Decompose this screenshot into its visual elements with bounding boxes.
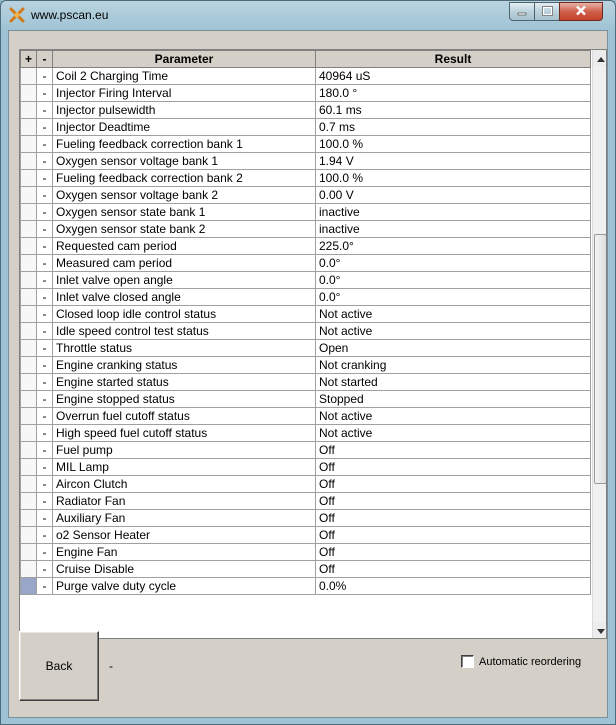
table-row[interactable] bbox=[21, 255, 591, 272]
parameter-cell[interactable]: Radiator Fan bbox=[53, 493, 316, 510]
result-cell: inactive bbox=[316, 221, 591, 238]
table-row[interactable] bbox=[21, 102, 591, 119]
parameter-cell[interactable]: Oxygen sensor state bank 2 bbox=[53, 221, 316, 238]
row-selector[interactable] bbox=[21, 357, 37, 374]
parameter-cell[interactable]: Oxygen sensor voltage bank 2 bbox=[53, 187, 316, 204]
scroll-down-button[interactable] bbox=[593, 622, 607, 638]
table-body bbox=[21, 68, 591, 595]
row-toggle[interactable]: - bbox=[37, 442, 53, 459]
table-row[interactable] bbox=[21, 238, 591, 255]
row-toggle[interactable]: - bbox=[37, 340, 53, 357]
row-selector[interactable] bbox=[21, 374, 37, 391]
row-selector[interactable] bbox=[21, 544, 37, 561]
pscan-app-icon bbox=[9, 7, 25, 23]
row-toggle[interactable]: - bbox=[37, 425, 53, 442]
row-selector[interactable] bbox=[21, 119, 37, 136]
row-toggle[interactable]: - bbox=[37, 153, 53, 170]
result-cell: Off bbox=[316, 561, 591, 578]
row-selector[interactable] bbox=[21, 85, 37, 102]
table-row[interactable] bbox=[21, 561, 591, 578]
parameter-cell[interactable]: Oxygen sensor state bank 1 bbox=[53, 204, 316, 221]
row-toggle[interactable]: - bbox=[37, 102, 53, 119]
table-row[interactable] bbox=[21, 459, 591, 476]
table-row[interactable] bbox=[21, 493, 591, 510]
parameter-cell[interactable]: Fueling feedback correction bank 2 bbox=[53, 170, 316, 187]
row-toggle[interactable]: - bbox=[37, 238, 53, 255]
row-selector[interactable] bbox=[21, 476, 37, 493]
row-selector[interactable] bbox=[21, 340, 37, 357]
row-selector[interactable] bbox=[21, 204, 37, 221]
table-row[interactable] bbox=[21, 442, 591, 459]
row-toggle[interactable]: - bbox=[37, 289, 53, 306]
row-toggle[interactable]: - bbox=[37, 170, 53, 187]
parameter-cell[interactable]: Engine Fan bbox=[53, 544, 316, 561]
row-toggle[interactable]: - bbox=[37, 255, 53, 272]
row-selector[interactable] bbox=[21, 170, 37, 187]
result-cell: 40964 uS bbox=[316, 68, 591, 85]
result-cell: Off bbox=[316, 544, 591, 561]
row-toggle[interactable]: - bbox=[37, 408, 53, 425]
row-toggle[interactable]: - bbox=[37, 459, 53, 476]
result-cell: Not active bbox=[316, 323, 591, 340]
collapse-all-header[interactable]: - bbox=[37, 51, 53, 68]
parameter-cell[interactable]: Injector Firing Interval bbox=[53, 85, 316, 102]
auto-reorder-label: Automatic reordering bbox=[479, 655, 582, 668]
result-cell: 180.0 ° bbox=[316, 85, 591, 102]
row-toggle[interactable]: - bbox=[37, 119, 53, 136]
row-selector[interactable] bbox=[21, 289, 37, 306]
auto-reorder-checkbox[interactable] bbox=[461, 655, 474, 668]
parameter-cell[interactable]: o2 Sensor Heater bbox=[53, 527, 316, 544]
row-selector[interactable] bbox=[21, 272, 37, 289]
row-toggle[interactable]: - bbox=[37, 374, 53, 391]
table-row[interactable] bbox=[21, 68, 591, 85]
result-cell: Off bbox=[316, 527, 591, 544]
result-cell: Open bbox=[316, 340, 591, 357]
table-row[interactable] bbox=[21, 289, 591, 306]
result-cell: 0.0° bbox=[316, 289, 591, 306]
maximize-button[interactable] bbox=[534, 2, 560, 21]
result-cell: 0.0° bbox=[316, 255, 591, 272]
row-toggle[interactable]: - bbox=[37, 306, 53, 323]
minimize-button[interactable] bbox=[509, 2, 535, 21]
table-row[interactable] bbox=[21, 323, 591, 340]
parameter-column-header[interactable]: Parameter bbox=[53, 51, 316, 68]
row-selector[interactable] bbox=[21, 136, 37, 153]
result-cell: 60.1 ms bbox=[316, 102, 591, 119]
parameter-cell[interactable]: Injector pulsewidth bbox=[53, 102, 316, 119]
result-cell: Off bbox=[316, 459, 591, 476]
parameter-cell[interactable]: Engine cranking status bbox=[53, 357, 316, 374]
row-selector[interactable] bbox=[21, 510, 37, 527]
row-selector[interactable] bbox=[21, 187, 37, 204]
table-row[interactable] bbox=[21, 85, 591, 102]
row-selector[interactable] bbox=[21, 493, 37, 510]
row-toggle[interactable]: - bbox=[37, 221, 53, 238]
parameter-cell[interactable]: Auxiliary Fan bbox=[53, 510, 316, 527]
result-column-header[interactable]: Result bbox=[316, 51, 591, 68]
row-toggle[interactable]: - bbox=[37, 476, 53, 493]
result-cell: 1.94 V bbox=[316, 153, 591, 170]
table-row[interactable] bbox=[21, 374, 591, 391]
parameter-cell[interactable]: Engine started status bbox=[53, 374, 316, 391]
row-toggle[interactable]: - bbox=[37, 561, 53, 578]
row-selector[interactable] bbox=[21, 221, 37, 238]
result-cell: Not active bbox=[316, 425, 591, 442]
table-row[interactable] bbox=[21, 272, 591, 289]
table-row[interactable] bbox=[21, 340, 591, 357]
row-selector[interactable] bbox=[21, 323, 37, 340]
close-button[interactable] bbox=[559, 2, 603, 21]
row-selector[interactable] bbox=[21, 578, 37, 595]
scrollbar-thumb[interactable] bbox=[594, 234, 607, 484]
row-selector[interactable] bbox=[21, 255, 37, 272]
parameter-cell[interactable]: Oxygen sensor voltage bank 1 bbox=[53, 153, 316, 170]
table-row[interactable] bbox=[21, 527, 591, 544]
close-icon bbox=[575, 5, 587, 19]
table-row[interactable] bbox=[21, 187, 591, 204]
result-cell: Off bbox=[316, 493, 591, 510]
scroll-up-button[interactable] bbox=[593, 50, 607, 66]
parameter-cell[interactable]: Requested cam period bbox=[53, 238, 316, 255]
parameter-cell[interactable]: Cruise Disable bbox=[53, 561, 316, 578]
result-cell: 0.7 ms bbox=[316, 119, 591, 136]
table-row[interactable] bbox=[21, 119, 591, 136]
parameter-cell[interactable]: Throttle status bbox=[53, 340, 316, 357]
row-selector[interactable] bbox=[21, 561, 37, 578]
parameter-cell[interactable]: Engine stopped status bbox=[53, 391, 316, 408]
table-row[interactable] bbox=[21, 578, 591, 595]
parameter-cell[interactable]: MIL Lamp bbox=[53, 459, 316, 476]
table-row[interactable] bbox=[21, 408, 591, 425]
parameter-cell[interactable]: Fuel pump bbox=[53, 442, 316, 459]
row-toggle[interactable]: - bbox=[37, 68, 53, 85]
parameter-cell[interactable]: Overrun fuel cutoff status bbox=[53, 408, 316, 425]
result-cell: Off bbox=[316, 442, 591, 459]
scroll-down-arrow-icon bbox=[597, 623, 605, 637]
result-cell: Not started bbox=[316, 374, 591, 391]
row-toggle[interactable]: - bbox=[37, 136, 53, 153]
table-row[interactable] bbox=[21, 425, 591, 442]
expand-all-header[interactable]: + bbox=[21, 51, 37, 68]
minimize-icon bbox=[517, 5, 527, 19]
parameter-cell[interactable]: Inlet valve closed angle bbox=[53, 289, 316, 306]
row-selector[interactable] bbox=[21, 442, 37, 459]
scroll-up-arrow-icon bbox=[597, 51, 605, 65]
maximize-icon bbox=[542, 5, 553, 19]
result-cell: Not cranking bbox=[316, 357, 591, 374]
parameter-table bbox=[20, 50, 591, 595]
table-row[interactable] bbox=[21, 391, 591, 408]
parameter-cell[interactable]: Closed loop idle control status bbox=[53, 306, 316, 323]
auto-reorder-option[interactable] bbox=[461, 655, 581, 668]
result-cell: inactive bbox=[316, 204, 591, 221]
table-row[interactable] bbox=[21, 170, 591, 187]
row-toggle[interactable]: - bbox=[37, 204, 53, 221]
result-cell: Off bbox=[316, 510, 591, 527]
row-toggle[interactable]: - bbox=[37, 544, 53, 561]
parameter-cell[interactable]: Aircon Clutch bbox=[53, 476, 316, 493]
result-cell: Stopped bbox=[316, 391, 591, 408]
result-cell: 0.00 V bbox=[316, 187, 591, 204]
row-toggle[interactable]: - bbox=[37, 85, 53, 102]
result-cell: 0.0% bbox=[316, 578, 591, 595]
row-selector[interactable] bbox=[21, 527, 37, 544]
result-cell: Not active bbox=[316, 408, 591, 425]
row-selector[interactable] bbox=[21, 408, 37, 425]
row-selector[interactable] bbox=[21, 102, 37, 119]
parameter-cell[interactable]: Coil 2 Charging Time bbox=[53, 68, 316, 85]
result-cell: Off bbox=[316, 476, 591, 493]
parameter-cell[interactable]: High speed fuel cutoff status bbox=[53, 425, 316, 442]
status-text: - bbox=[109, 659, 113, 673]
result-cell: 100.0 % bbox=[316, 170, 591, 187]
table-row[interactable] bbox=[21, 306, 591, 323]
row-selector[interactable] bbox=[21, 459, 37, 476]
row-toggle[interactable]: - bbox=[37, 272, 53, 289]
row-toggle[interactable]: - bbox=[37, 493, 53, 510]
client-area bbox=[8, 30, 608, 718]
parameter-cell[interactable]: Purge valve duty cycle bbox=[53, 578, 316, 595]
row-selector[interactable] bbox=[21, 425, 37, 442]
table-row[interactable] bbox=[21, 153, 591, 170]
table-row[interactable] bbox=[21, 510, 591, 527]
result-cell: 100.0 % bbox=[316, 136, 591, 153]
result-cell: Not active bbox=[316, 306, 591, 323]
vertical-scrollbar[interactable] bbox=[592, 50, 607, 638]
parameter-cell[interactable]: Fueling feedback correction bank 1 bbox=[53, 136, 316, 153]
result-cell: 0.0° bbox=[316, 272, 591, 289]
table-row[interactable] bbox=[21, 221, 591, 238]
table-row[interactable] bbox=[21, 357, 591, 374]
row-toggle[interactable]: - bbox=[37, 391, 53, 408]
table-row[interactable] bbox=[21, 204, 591, 221]
row-toggle[interactable]: - bbox=[37, 527, 53, 544]
row-toggle[interactable]: - bbox=[37, 323, 53, 340]
row-selector[interactable] bbox=[21, 238, 37, 255]
parameter-cell[interactable]: Inlet valve open angle bbox=[53, 272, 316, 289]
result-cell: 225.0° bbox=[316, 238, 591, 255]
table-row[interactable] bbox=[21, 544, 591, 561]
parameter-cell[interactable]: Injector Deadtime bbox=[53, 119, 316, 136]
row-selector[interactable] bbox=[21, 391, 37, 408]
row-selector[interactable] bbox=[21, 68, 37, 85]
window-title: www.pscan.eu bbox=[31, 8, 109, 22]
row-toggle[interactable]: - bbox=[37, 510, 53, 527]
row-toggle[interactable]: - bbox=[37, 187, 53, 204]
parameter-cell[interactable]: Idle speed control test status bbox=[53, 323, 316, 340]
back-button[interactable]: Back bbox=[19, 631, 99, 701]
table-row[interactable] bbox=[21, 476, 591, 493]
parameter-cell[interactable]: Measured cam period bbox=[53, 255, 316, 272]
title-bar[interactable] bbox=[1, 1, 615, 29]
row-toggle[interactable]: - bbox=[37, 578, 53, 595]
table-row[interactable] bbox=[21, 136, 591, 153]
parameter-grid bbox=[19, 49, 607, 639]
row-selector[interactable] bbox=[21, 153, 37, 170]
row-toggle[interactable]: - bbox=[37, 357, 53, 374]
table-header-row bbox=[21, 51, 591, 68]
row-selector[interactable] bbox=[21, 306, 37, 323]
